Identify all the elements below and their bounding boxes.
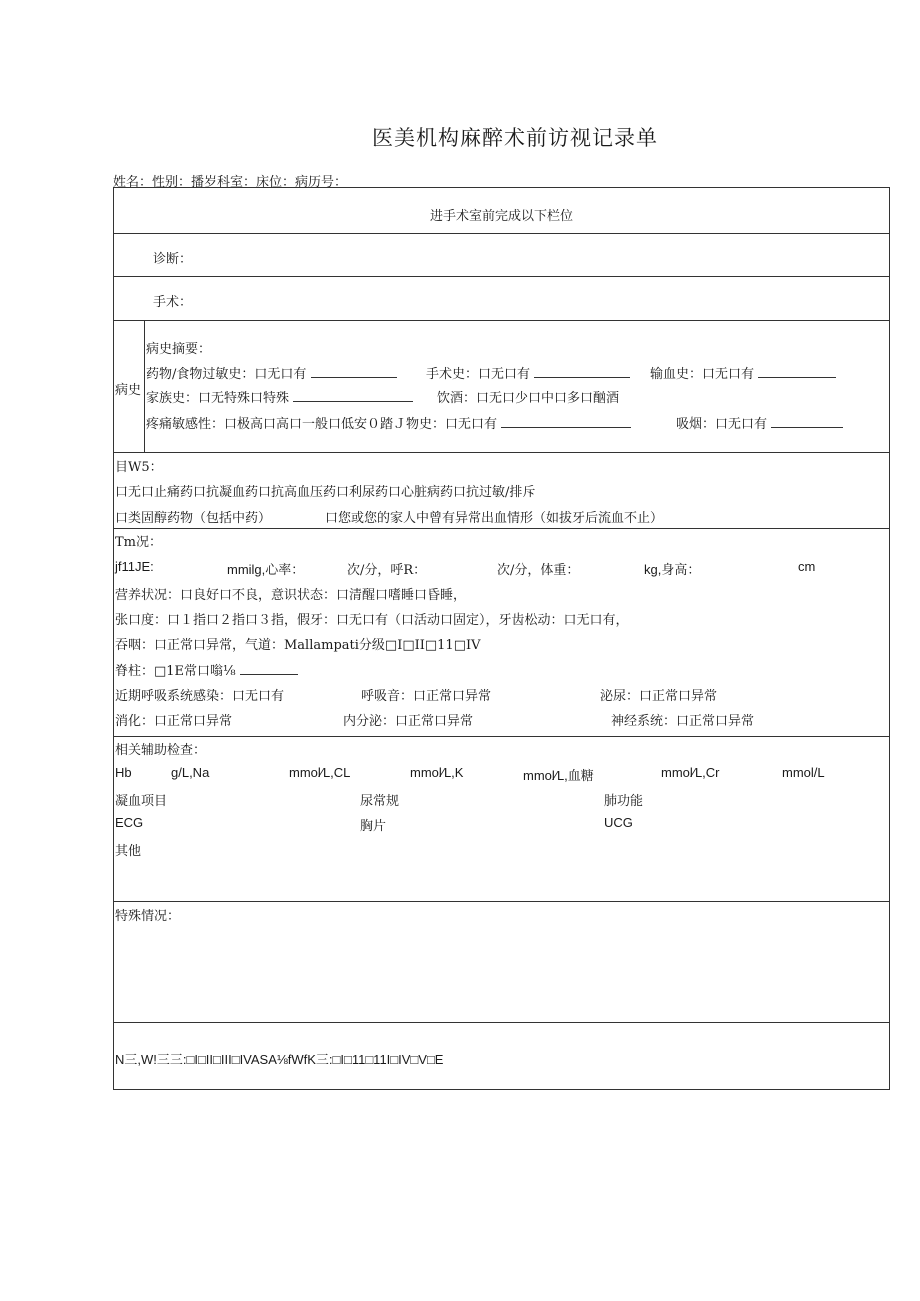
patient-info-line: 姓名：性别：播岁科室：床位：病历号： [113,175,348,190]
smoking-history: 吸烟：口无口有 [676,413,843,432]
page-title: 医美机构麻醉术前访视记录单 [372,126,658,150]
vital-height: kg,身高： [644,562,701,577]
digestive-status: 消化：口正常口异常 [115,714,233,729]
allergy-history: 药物/食物过敏史：口无口有 [146,363,397,382]
vital-bp: jf11JE: [115,559,154,574]
lab-ecg: ECG [115,815,144,830]
lab-cl: mmol⁄L,CL [289,765,351,780]
breath-sound: 呼吸音：口正常口异常 [361,689,492,704]
lab-other: 其他 [115,844,142,859]
family-history: 家族史：口无特殊口特殊 [146,387,413,406]
surgery-history: 手术史：口无口有 [426,363,630,382]
row-divider [114,452,889,453]
row-divider [114,320,889,321]
record-table [113,187,890,1090]
lab-cr: mmol⁄L,Cr [661,765,720,780]
special-label: 特殊情况： [115,909,181,924]
lab-k: mmol⁄L,K [410,765,464,780]
pain-sensitivity: 疼痛敏感性：口极高口高口一般口低安０踏Ｊ物史：口无口有 [146,413,631,432]
lab-hb: Hb [115,765,132,780]
lab-coag: 凝血项目 [115,794,168,809]
asa-grade-line: N三,W!三三:□I□II□III□IVASA⅛fWfK三:□I□11□11I□IV□V□E [115,1052,444,1067]
lab-urine-routine: 尿常规 [360,794,400,809]
mouth-status: 张口度：口１指口２指口３指，假牙：口无口有（口活动口固定），牙齿松动：口无口有， [115,613,629,628]
row-divider [114,233,889,234]
vital-weight: 次/分，体重： [497,563,580,578]
transfusion-history: 输血史：口无口有 [650,363,836,382]
endocrine-status: 内分泌：口正常口异常 [343,714,474,729]
lab-glucose: mmol⁄L,血糖 [523,768,594,783]
lab-lung-function: 肺功能 [604,794,644,809]
vital-hr: mmilg,心率： [227,562,305,577]
exam-head: Tm况： [115,535,162,550]
row-divider [114,736,889,737]
row-divider [114,1022,889,1023]
meds-line2b: 口您或您的家人中曾有异常出血情形（如拔牙后流血不止） [325,511,664,526]
lab-unit-end: mmol/L [782,765,825,780]
neuro-status: 神经系统：口正常口异常 [611,714,755,729]
lab-ucg: UCG [604,815,633,830]
resp-infection: 近期呼吸系统感染：口无口有 [115,689,285,704]
vital-cm: cm [798,559,816,574]
meds-line1: 口无口止痛药口抗凝血药口抗高血压药口利尿药口心脏病药口抗过敏/排斥 [115,485,536,500]
history-side-label: 病史 [115,383,142,398]
diagnosis-label: 诊断： [153,252,193,267]
labs-head: 相关辅助检查： [115,743,207,758]
lab-chest-film: 胸片 [360,819,387,834]
lab-na: g/L,Na [171,765,210,780]
vital-resp: 次/分，呼R： [347,563,427,578]
row-divider [114,276,889,277]
urinary-status: 泌尿：口正常口异常 [600,689,718,704]
drinking-history: 饮酒：口无口少口中口多口酗酒 [437,391,620,406]
nutrition-status: 营养状况：口良好口不良，意识状态：口清醒口嗜睡口昏睡， [115,588,467,603]
history-summary-label: 病史摘要： [146,342,212,357]
history-column-divider [144,321,145,452]
row-divider [114,901,889,902]
surgery-label: 手术： [153,295,193,310]
row-divider [114,528,889,529]
swallow-airway: 吞咽：口正常口异常，气道：Mallampati分级□I□II□11□IV [115,638,481,653]
meds-line2a: 口类固醇药物（包括中药） [115,511,272,526]
meds-head: 目W5： [115,460,163,475]
spine-status: 脊柱：□1E常口嗡⅛ [115,660,298,679]
section-header: 进手术室前完成以下栏位 [429,209,573,224]
